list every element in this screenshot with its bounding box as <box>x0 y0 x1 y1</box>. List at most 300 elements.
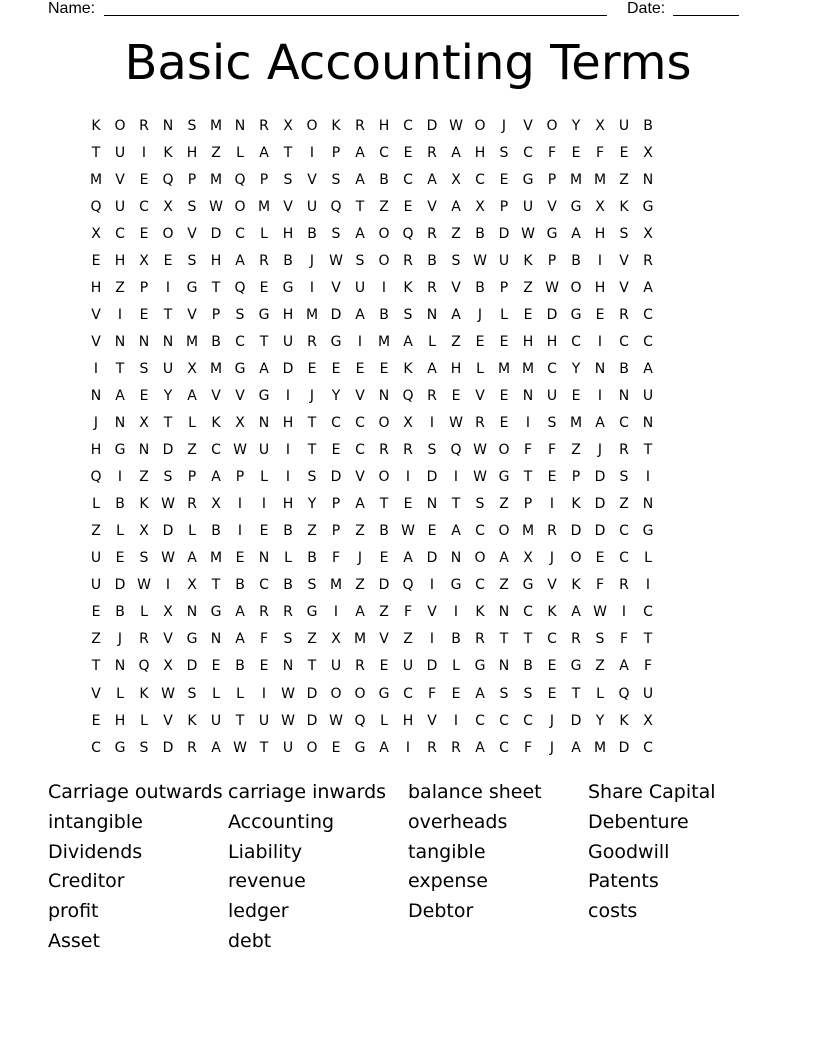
grid-letter[interactable]: B <box>307 225 317 242</box>
grid-letter[interactable]: E <box>547 469 557 486</box>
grid-letter[interactable]: D <box>546 306 558 323</box>
grid-letter[interactable]: J <box>477 306 483 323</box>
grid-letter[interactable]: A <box>355 225 365 242</box>
grid-letter[interactable]: G <box>210 604 222 621</box>
grid-letter[interactable]: R <box>403 442 413 459</box>
grid-letter[interactable]: G <box>570 198 582 215</box>
grid-letter[interactable]: A <box>403 550 413 567</box>
grid-letter[interactable]: S <box>163 469 173 486</box>
grid-letter[interactable]: E <box>403 496 413 513</box>
grid-letter[interactable]: C <box>475 577 485 594</box>
grid-letter[interactable]: X <box>163 604 173 621</box>
grid-letter[interactable]: E <box>379 550 389 567</box>
grid-letter[interactable]: M <box>593 171 607 188</box>
grid-letter[interactable]: B <box>643 117 653 134</box>
grid-letter[interactable]: S <box>283 171 293 188</box>
grid-letter[interactable]: N <box>642 171 654 188</box>
grid-letter[interactable]: S <box>427 442 437 459</box>
grid-letter[interactable]: A <box>643 279 653 296</box>
grid-letter[interactable]: H <box>282 415 294 432</box>
grid-letter[interactable]: G <box>114 442 126 459</box>
grid-letter[interactable]: E <box>259 523 269 540</box>
grid-letter[interactable]: R <box>619 442 629 459</box>
grid-letter[interactable]: X <box>475 198 485 215</box>
grid-letter[interactable]: W <box>449 415 463 432</box>
grid-letter[interactable]: T <box>163 415 173 432</box>
grid-letter[interactable]: R <box>475 631 485 648</box>
grid-letter[interactable]: N <box>642 415 654 432</box>
grid-letter[interactable]: T <box>211 279 221 296</box>
grid-letter[interactable]: M <box>257 198 271 215</box>
grid-letter[interactable]: K <box>619 198 629 215</box>
grid-letter[interactable]: A <box>451 306 461 323</box>
grid-letter[interactable]: C <box>643 604 653 621</box>
grid-letter[interactable]: Q <box>402 387 414 404</box>
grid-letter[interactable]: A <box>475 685 485 702</box>
grid-letter[interactable]: B <box>115 604 125 621</box>
grid-letter[interactable]: H <box>114 252 126 269</box>
grid-letter[interactable]: V <box>211 387 221 404</box>
grid-letter[interactable]: E <box>451 387 461 404</box>
name-blank-line[interactable] <box>104 15 607 16</box>
grid-letter[interactable]: S <box>547 415 557 432</box>
grid-letter[interactable]: A <box>355 306 365 323</box>
grid-letter[interactable]: A <box>235 252 245 269</box>
grid-letter[interactable]: J <box>597 442 603 459</box>
grid-letter[interactable]: C <box>403 685 413 702</box>
grid-letter[interactable]: R <box>187 739 197 756</box>
grid-letter[interactable]: K <box>547 604 557 621</box>
grid-letter[interactable]: Q <box>234 279 246 296</box>
grid-letter[interactable]: O <box>234 198 246 215</box>
grid-letter[interactable]: B <box>211 333 221 350</box>
grid-letter[interactable]: C <box>475 712 485 729</box>
grid-letter[interactable]: G <box>522 171 534 188</box>
grid-letter[interactable]: P <box>187 171 197 188</box>
grid-letter[interactable]: T <box>163 306 173 323</box>
grid-letter[interactable]: N <box>282 658 294 675</box>
grid-letter[interactable]: I <box>453 604 459 621</box>
grid-letter[interactable]: V <box>427 198 437 215</box>
grid-letter[interactable]: C <box>619 523 629 540</box>
grid-letter[interactable]: H <box>546 333 558 350</box>
grid-letter[interactable]: W <box>473 252 487 269</box>
grid-letter[interactable]: Y <box>331 387 341 404</box>
grid-letter[interactable]: P <box>331 496 341 513</box>
grid-letter[interactable]: K <box>211 415 221 432</box>
grid-letter[interactable]: B <box>475 279 485 296</box>
grid-letter[interactable]: C <box>523 604 533 621</box>
grid-letter[interactable]: C <box>547 360 557 377</box>
grid-letter[interactable]: E <box>403 144 413 161</box>
grid-letter[interactable]: G <box>570 658 582 675</box>
grid-letter[interactable]: T <box>307 442 317 459</box>
grid-letter[interactable]: Q <box>330 198 342 215</box>
grid-letter[interactable]: S <box>187 252 197 269</box>
grid-letter[interactable]: D <box>186 658 198 675</box>
grid-letter[interactable]: X <box>643 712 653 729</box>
grid-letter[interactable]: R <box>427 279 437 296</box>
grid-letter[interactable]: M <box>377 333 391 350</box>
grid-letter[interactable]: G <box>186 279 198 296</box>
grid-letter[interactable]: A <box>451 523 461 540</box>
grid-letter[interactable]: K <box>475 604 485 621</box>
grid-letter[interactable]: X <box>163 658 173 675</box>
grid-letter[interactable]: T <box>259 333 269 350</box>
grid-letter[interactable]: E <box>571 144 581 161</box>
grid-letter[interactable]: F <box>547 144 557 161</box>
grid-letter[interactable]: A <box>427 171 437 188</box>
grid-letter[interactable]: R <box>355 117 365 134</box>
grid-letter[interactable]: Z <box>499 577 509 594</box>
grid-letter[interactable]: Q <box>90 198 102 215</box>
grid-letter[interactable]: E <box>139 306 149 323</box>
grid-letter[interactable]: N <box>138 442 150 459</box>
grid-letter[interactable]: K <box>403 279 413 296</box>
grid-letter[interactable]: T <box>571 685 581 702</box>
grid-letter[interactable]: R <box>451 739 461 756</box>
grid-letter[interactable]: D <box>570 523 582 540</box>
grid-letter[interactable]: X <box>235 415 245 432</box>
grid-letter[interactable]: Q <box>162 171 174 188</box>
grid-letter[interactable]: Q <box>90 469 102 486</box>
grid-letter[interactable]: S <box>139 550 149 567</box>
grid-letter[interactable]: P <box>499 279 509 296</box>
grid-letter[interactable]: G <box>234 360 246 377</box>
grid-letter[interactable]: B <box>379 523 389 540</box>
grid-letter[interactable]: N <box>450 550 462 567</box>
grid-letter[interactable]: H <box>522 333 534 350</box>
grid-letter[interactable]: B <box>211 523 221 540</box>
grid-letter[interactable]: Z <box>379 198 389 215</box>
grid-letter[interactable]: I <box>237 496 243 513</box>
grid-letter[interactable]: N <box>114 658 126 675</box>
grid-letter[interactable]: V <box>379 631 389 648</box>
grid-letter[interactable]: F <box>547 442 557 459</box>
grid-letter[interactable]: S <box>187 198 197 215</box>
grid-letter[interactable]: G <box>306 604 318 621</box>
grid-letter[interactable]: A <box>571 739 581 756</box>
grid-letter[interactable]: C <box>643 739 653 756</box>
grid-letter[interactable]: P <box>523 496 533 513</box>
grid-letter[interactable]: W <box>137 577 151 594</box>
grid-letter[interactable]: L <box>644 550 652 567</box>
grid-letter[interactable]: W <box>209 198 223 215</box>
grid-letter[interactable]: K <box>403 360 413 377</box>
grid-letter[interactable]: E <box>499 171 509 188</box>
grid-letter[interactable]: V <box>547 577 557 594</box>
grid-letter[interactable]: M <box>521 523 535 540</box>
grid-letter[interactable]: T <box>91 144 101 161</box>
grid-letter[interactable]: W <box>401 523 415 540</box>
grid-letter[interactable]: A <box>355 604 365 621</box>
grid-letter[interactable]: S <box>355 252 365 269</box>
grid-letter[interactable]: L <box>116 685 124 702</box>
grid-letter[interactable]: T <box>115 360 125 377</box>
grid-letter[interactable]: H <box>210 252 222 269</box>
grid-letter[interactable]: M <box>569 415 583 432</box>
grid-letter[interactable]: S <box>499 685 509 702</box>
grid-letter[interactable]: T <box>259 739 269 756</box>
grid-letter[interactable]: V <box>91 333 101 350</box>
grid-letter[interactable]: D <box>282 360 294 377</box>
grid-letter[interactable]: I <box>429 415 435 432</box>
grid-letter[interactable]: P <box>139 279 149 296</box>
grid-letter[interactable]: Z <box>403 631 413 648</box>
grid-letter[interactable]: V <box>355 387 365 404</box>
grid-letter[interactable]: V <box>91 685 101 702</box>
grid-letter[interactable]: E <box>379 658 389 675</box>
grid-letter[interactable]: I <box>93 360 99 377</box>
grid-letter[interactable]: G <box>378 685 390 702</box>
grid-letter[interactable]: R <box>307 333 317 350</box>
grid-letter[interactable]: U <box>282 333 294 350</box>
grid-letter[interactable]: S <box>307 469 317 486</box>
grid-letter[interactable]: A <box>427 360 437 377</box>
grid-letter[interactable]: Z <box>307 523 317 540</box>
grid-letter[interactable]: R <box>427 144 437 161</box>
grid-letter[interactable]: E <box>379 360 389 377</box>
grid-letter[interactable]: C <box>523 144 533 161</box>
grid-letter[interactable]: T <box>379 496 389 513</box>
grid-letter[interactable]: Z <box>139 469 149 486</box>
grid-letter[interactable]: O <box>498 442 510 459</box>
grid-letter[interactable]: Y <box>163 387 173 404</box>
grid-letter[interactable]: X <box>91 225 101 242</box>
grid-letter[interactable]: Y <box>571 117 581 134</box>
grid-letter[interactable]: S <box>139 360 149 377</box>
grid-letter[interactable]: A <box>259 144 269 161</box>
grid-letter[interactable]: O <box>570 550 582 567</box>
grid-letter[interactable]: A <box>451 144 461 161</box>
grid-letter[interactable]: Q <box>402 577 414 594</box>
grid-letter[interactable]: C <box>475 523 485 540</box>
grid-letter[interactable]: B <box>619 360 629 377</box>
grid-letter[interactable]: N <box>258 550 270 567</box>
grid-letter[interactable]: D <box>330 306 342 323</box>
grid-letter[interactable]: X <box>643 144 653 161</box>
grid-letter[interactable]: Z <box>307 631 317 648</box>
grid-letter[interactable]: Q <box>450 442 462 459</box>
grid-letter[interactable]: L <box>380 712 388 729</box>
grid-letter[interactable]: I <box>621 604 627 621</box>
grid-letter[interactable]: R <box>427 739 437 756</box>
grid-letter[interactable]: V <box>331 279 341 296</box>
grid-letter[interactable]: C <box>547 631 557 648</box>
grid-letter[interactable]: L <box>212 685 220 702</box>
grid-letter[interactable]: N <box>162 333 174 350</box>
grid-letter[interactable]: E <box>259 658 269 675</box>
grid-letter[interactable]: W <box>521 225 535 242</box>
grid-letter[interactable]: D <box>594 469 606 486</box>
grid-letter[interactable]: D <box>162 739 174 756</box>
grid-letter[interactable]: A <box>355 496 365 513</box>
grid-letter[interactable]: C <box>355 442 365 459</box>
grid-letter[interactable]: O <box>162 225 174 242</box>
grid-letter[interactable]: S <box>619 469 629 486</box>
grid-letter[interactable]: E <box>403 198 413 215</box>
grid-letter[interactable]: D <box>426 658 438 675</box>
grid-letter[interactable]: C <box>235 333 245 350</box>
grid-letter[interactable]: P <box>187 469 197 486</box>
grid-letter[interactable]: F <box>403 604 413 621</box>
grid-letter[interactable]: R <box>139 117 149 134</box>
grid-letter[interactable]: T <box>235 712 245 729</box>
grid-letter[interactable]: L <box>476 360 484 377</box>
grid-letter[interactable]: O <box>330 685 342 702</box>
grid-letter[interactable]: A <box>499 550 509 567</box>
grid-letter[interactable]: L <box>140 712 148 729</box>
grid-letter[interactable]: O <box>378 225 390 242</box>
grid-letter[interactable]: J <box>501 117 507 134</box>
grid-letter[interactable]: A <box>619 658 629 675</box>
grid-letter[interactable]: L <box>452 658 460 675</box>
grid-letter[interactable]: W <box>161 496 175 513</box>
grid-letter[interactable]: I <box>261 496 267 513</box>
grid-letter[interactable]: I <box>285 469 291 486</box>
grid-letter[interactable]: Q <box>402 225 414 242</box>
grid-letter[interactable]: L <box>596 685 604 702</box>
grid-letter[interactable]: Y <box>307 496 317 513</box>
grid-letter[interactable]: I <box>645 469 651 486</box>
grid-letter[interactable]: Y <box>571 360 581 377</box>
grid-letter[interactable]: W <box>233 739 247 756</box>
grid-letter[interactable]: U <box>618 117 630 134</box>
grid-letter[interactable]: P <box>571 469 581 486</box>
grid-letter[interactable]: K <box>331 117 341 134</box>
grid-letter[interactable]: H <box>594 279 606 296</box>
grid-letter[interactable]: U <box>90 550 102 567</box>
grid-letter[interactable]: L <box>260 469 268 486</box>
grid-letter[interactable]: L <box>284 550 292 567</box>
grid-letter[interactable]: H <box>378 117 390 134</box>
grid-letter[interactable]: T <box>523 631 533 648</box>
grid-letter[interactable]: E <box>211 658 221 675</box>
grid-letter[interactable]: I <box>453 469 459 486</box>
grid-letter[interactable]: X <box>139 523 149 540</box>
grid-letter[interactable]: D <box>162 442 174 459</box>
grid-letter[interactable]: G <box>330 333 342 350</box>
grid-letter[interactable]: E <box>547 658 557 675</box>
grid-letter[interactable]: N <box>618 387 630 404</box>
grid-letter[interactable]: H <box>474 144 486 161</box>
grid-letter[interactable]: E <box>595 306 605 323</box>
grid-letter[interactable]: Z <box>91 523 101 540</box>
grid-letter[interactable]: Z <box>211 144 221 161</box>
grid-letter[interactable]: E <box>139 225 149 242</box>
grid-letter[interactable]: R <box>619 577 629 594</box>
grid-letter[interactable]: M <box>569 171 583 188</box>
grid-letter[interactable]: R <box>187 496 197 513</box>
grid-letter[interactable]: D <box>426 117 438 134</box>
grid-letter[interactable]: R <box>547 523 557 540</box>
grid-letter[interactable]: E <box>499 415 509 432</box>
grid-letter[interactable]: E <box>523 306 533 323</box>
grid-letter[interactable]: I <box>405 739 411 756</box>
grid-letter[interactable]: S <box>187 117 197 134</box>
grid-letter[interactable]: G <box>642 198 654 215</box>
grid-letter[interactable]: B <box>307 550 317 567</box>
grid-letter[interactable]: T <box>283 144 293 161</box>
grid-letter[interactable]: B <box>235 658 245 675</box>
grid-letter[interactable]: V <box>619 279 629 296</box>
grid-letter[interactable]: C <box>355 415 365 432</box>
grid-letter[interactable]: I <box>597 333 603 350</box>
grid-letter[interactable]: S <box>403 306 413 323</box>
grid-letter[interactable]: R <box>427 387 437 404</box>
grid-letter[interactable]: O <box>474 550 486 567</box>
grid-letter[interactable]: U <box>162 360 174 377</box>
grid-letter[interactable]: E <box>91 604 101 621</box>
grid-letter[interactable]: T <box>499 631 509 648</box>
grid-letter[interactable]: C <box>403 117 413 134</box>
grid-letter[interactable]: S <box>475 496 485 513</box>
grid-letter[interactable]: A <box>355 171 365 188</box>
grid-letter[interactable]: S <box>619 225 629 242</box>
grid-letter[interactable]: P <box>331 144 341 161</box>
grid-letter[interactable]: I <box>117 306 123 323</box>
grid-letter[interactable]: B <box>235 577 245 594</box>
grid-letter[interactable]: I <box>429 577 435 594</box>
grid-letter[interactable]: Z <box>355 577 365 594</box>
grid-letter[interactable]: M <box>329 577 343 594</box>
grid-letter[interactable]: V <box>523 117 533 134</box>
grid-letter[interactable]: C <box>619 550 629 567</box>
grid-letter[interactable]: Z <box>619 171 629 188</box>
grid-letter[interactable]: H <box>594 225 606 242</box>
grid-letter[interactable]: U <box>258 712 270 729</box>
grid-letter[interactable]: A <box>595 415 605 432</box>
grid-letter[interactable]: O <box>378 469 390 486</box>
grid-letter[interactable]: I <box>597 387 603 404</box>
grid-letter[interactable]: G <box>498 469 510 486</box>
grid-letter[interactable]: N <box>642 496 654 513</box>
grid-letter[interactable]: X <box>187 577 197 594</box>
grid-letter[interactable]: O <box>570 279 582 296</box>
grid-letter[interactable]: W <box>161 550 175 567</box>
grid-letter[interactable]: D <box>426 550 438 567</box>
grid-letter[interactable]: E <box>235 550 245 567</box>
grid-letter[interactable]: O <box>114 117 126 134</box>
grid-letter[interactable]: W <box>281 685 295 702</box>
grid-letter[interactable]: H <box>282 225 294 242</box>
grid-letter[interactable]: M <box>209 550 223 567</box>
grid-letter[interactable]: C <box>91 739 101 756</box>
grid-letter[interactable]: I <box>309 279 315 296</box>
grid-letter[interactable]: F <box>595 577 605 594</box>
grid-letter[interactable]: H <box>186 144 198 161</box>
grid-letter[interactable]: Z <box>451 225 461 242</box>
grid-letter[interactable]: Z <box>115 279 125 296</box>
grid-letter[interactable]: U <box>90 577 102 594</box>
grid-letter[interactable]: E <box>595 550 605 567</box>
grid-letter[interactable]: V <box>475 387 485 404</box>
grid-letter[interactable]: D <box>210 225 222 242</box>
grid-letter[interactable]: E <box>355 360 365 377</box>
grid-letter[interactable]: A <box>235 604 245 621</box>
grid-letter[interactable]: B <box>379 171 389 188</box>
grid-letter[interactable]: G <box>114 739 126 756</box>
grid-letter[interactable]: S <box>283 631 293 648</box>
grid-letter[interactable]: U <box>354 279 366 296</box>
grid-letter[interactable]: V <box>91 306 101 323</box>
grid-letter[interactable]: V <box>355 469 365 486</box>
grid-letter[interactable]: G <box>186 631 198 648</box>
grid-letter[interactable]: X <box>211 496 221 513</box>
grid-letter[interactable]: U <box>642 387 654 404</box>
grid-letter[interactable]: Q <box>234 171 246 188</box>
grid-letter[interactable]: A <box>643 360 653 377</box>
